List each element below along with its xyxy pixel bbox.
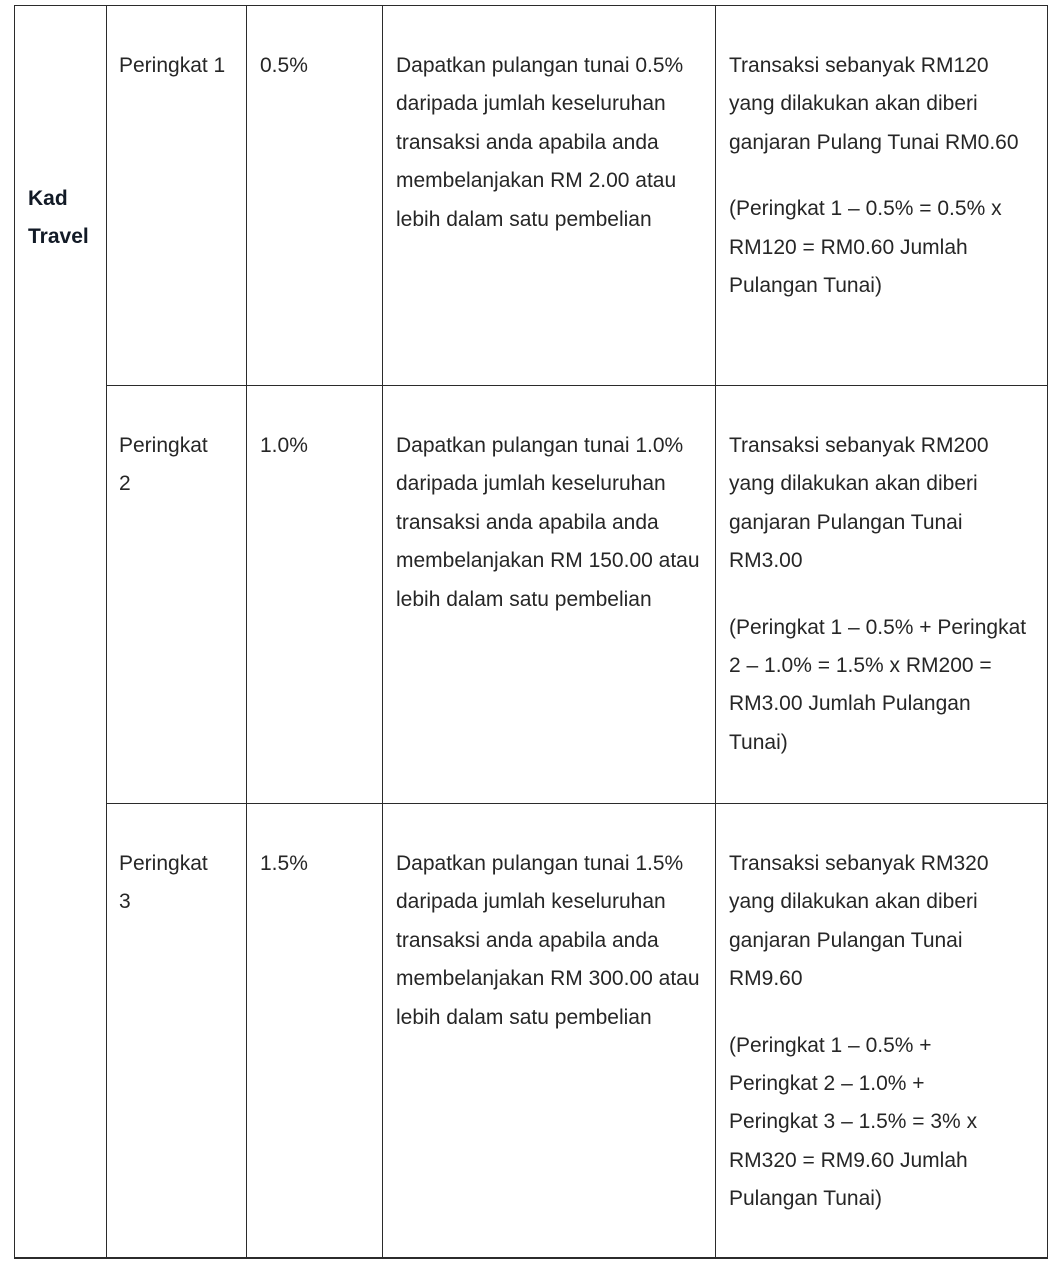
tier-cell (119, 845, 223, 922)
example-cell (729, 427, 1029, 762)
row-divider (106, 385, 1048, 386)
column-divider (106, 5, 107, 1259)
row-divider (106, 803, 1048, 804)
rate-value: 1.0% (260, 434, 308, 457)
card-name-cell (28, 180, 100, 257)
description-text: Dapatkan pulangan tunai 1.0% daripada jumlah keseluruhan transaksi anda apabila anda membelanjakan RM 150.00 atau lebih dalam satu pembelian (396, 434, 700, 611)
table-border-bottom (14, 1257, 1048, 1259)
rate-cell (260, 427, 370, 465)
tier-label: Peringkat 3 (119, 852, 208, 914)
card-name-line2: Travel (28, 225, 89, 249)
tier-label: Peringkat 1 (119, 54, 226, 77)
description-text: Dapatkan pulangan tunai 0.5% daripada jumlah keseluruhan transaksi anda apabila anda membelanjakan RM 2.00 atau lebih dalam satu pembelian (396, 54, 684, 231)
card-name-line1: Kad (28, 187, 68, 210)
example-text: Transaksi sebanyak RM120 yang dilakukan akan diberi ganjaran Pulang Tunai RM0.60 (729, 54, 1019, 154)
column-divider (14, 5, 15, 1259)
rate-cell (260, 845, 370, 883)
rate-value: 1.5% (260, 852, 308, 875)
column-divider (1047, 5, 1048, 1259)
cashback-tier-table (14, 5, 1048, 1258)
example-text: Transaksi sebanyak RM320 yang dilakukan akan diberi ganjaran Pulangan Tunai RM9.60 (729, 852, 989, 991)
column-divider (246, 5, 247, 1259)
calculation-text: (Peringkat 1 – 0.5% + Peringkat 2 – 1.0% + Peringkat 3 – 1.5% = 3% x RM320 = RM9.60 Jumlah Pulangan Tunai) (729, 1033, 978, 1211)
tier-cell (119, 47, 241, 85)
calculation-text: (Peringkat 1 – 0.5% + Peringkat 2 – 1.0% = 1.5% x RM200 = RM3.00 Jumlah Pulangan Tunai) (729, 615, 1027, 754)
example-cell (729, 845, 1019, 1219)
description-text: Dapatkan pulangan tunai 1.5% daripada jumlah keseluruhan transaksi anda apabila anda membelanjakan RM 300.00 atau lebih dalam satu pembelian (396, 852, 700, 1029)
example-text: Transaksi sebanyak RM200 yang dilakukan akan diberi ganjaran Pulangan Tunai RM3.00 (729, 434, 989, 573)
example-cell (729, 47, 1039, 305)
tier-cell (119, 427, 223, 504)
column-divider (715, 5, 716, 1259)
calculation-text: (Peringkat 1 – 0.5% = 0.5% x RM120 = RM0.60 Jumlah Pulangan Tunai) (729, 197, 1002, 298)
description-cell (396, 845, 706, 1037)
rate-value: 0.5% (260, 54, 308, 77)
table-border-top (14, 5, 1048, 6)
tier-label: Peringkat 2 (119, 434, 208, 496)
description-cell (396, 427, 706, 619)
description-cell (396, 47, 706, 239)
rate-cell (260, 47, 370, 85)
column-divider (382, 5, 383, 1259)
